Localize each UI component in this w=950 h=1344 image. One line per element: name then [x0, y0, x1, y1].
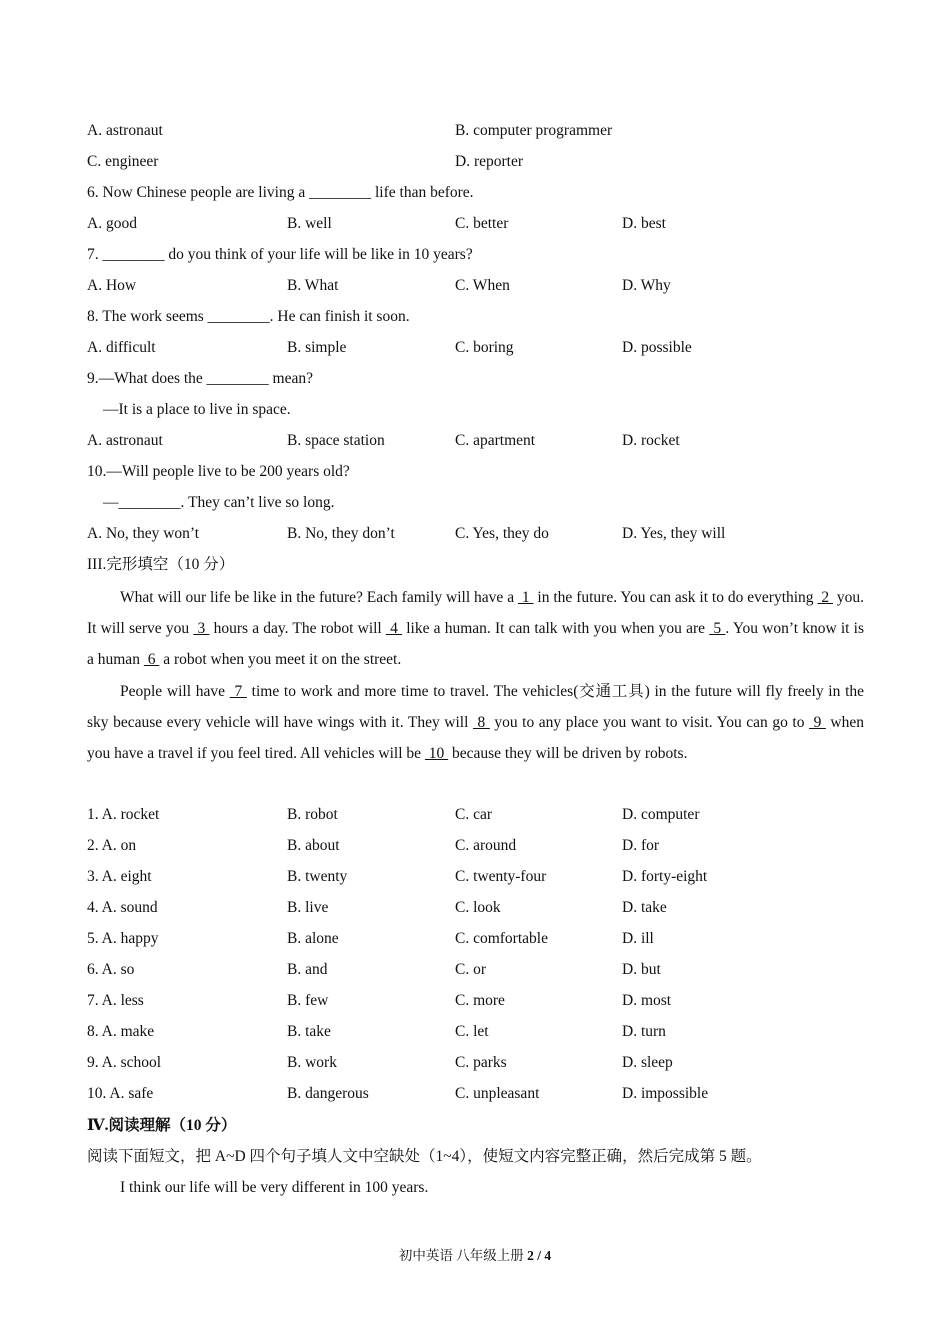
- option-c: C. more: [455, 992, 505, 1009]
- reading-first-line: I think our life will be very different in 100 years.: [120, 1179, 429, 1196]
- option-d: D. possible: [622, 339, 692, 356]
- option-d: D. but: [622, 961, 661, 978]
- option-d: D. rocket: [622, 432, 680, 449]
- option-b: B. about: [287, 837, 340, 854]
- option-b: B. simple: [287, 339, 347, 356]
- question-stem: 7. ________ do you think of your life will be like in 10 years?: [87, 246, 473, 263]
- option-c: C. let: [455, 1023, 489, 1040]
- option-a: 7. A. less: [87, 992, 144, 1009]
- option-a: A. No, they won’t: [87, 525, 200, 542]
- option-a: 8. A. make: [87, 1023, 155, 1040]
- option-d: D. impossible: [622, 1085, 709, 1102]
- option-a: A. good: [87, 215, 137, 232]
- cloze-blank: 10: [424, 745, 449, 762]
- passage-text: when you have a travel if you feel tired. All vehicles will be: [87, 714, 865, 762]
- passage-text: because they will be driven by robots.: [448, 745, 688, 762]
- option-a: 6. A. so: [87, 961, 135, 978]
- cloze-blank: 8: [472, 714, 490, 731]
- cloze-blank: 3: [193, 620, 210, 637]
- option-c: C. look: [455, 899, 501, 916]
- option-b: B. alone: [287, 930, 339, 947]
- option-a: 4. A. sound: [87, 899, 158, 916]
- option-b: B. dangerous: [287, 1085, 369, 1102]
- passage-text: you to any place you want to visit. You can go to: [489, 714, 810, 731]
- passage-text: a robot when you meet it on the street.: [159, 651, 402, 668]
- option-a: A. How: [87, 277, 137, 294]
- passage-text: in the future. You can ask it to do everything: [533, 589, 818, 606]
- option-b: B. take: [287, 1023, 331, 1040]
- option-a: A. difficult: [87, 339, 156, 356]
- option-d: D. ill: [622, 930, 654, 947]
- option-b: B. and: [287, 961, 328, 978]
- cloze-blank: 1: [517, 589, 534, 606]
- passage-text: like a human. It can talk with you when you are: [402, 620, 710, 637]
- passage-text: People will have: [120, 683, 230, 700]
- section-title: III.完形填空（10 分）: [87, 556, 235, 573]
- option-d: D. for: [622, 837, 660, 854]
- cloze-blank: 5: [709, 620, 726, 637]
- cloze-blank: 4: [385, 620, 403, 637]
- option-a: 10. A. safe: [87, 1085, 154, 1102]
- question-stem: 10.—Will people live to be 200 years old?: [87, 463, 350, 480]
- option-a: 2. A. on: [87, 837, 137, 854]
- option-d: D. most: [622, 992, 672, 1009]
- option-d: D. Yes, they will: [622, 525, 726, 542]
- option-a: 9. A. school: [87, 1054, 162, 1071]
- passage-text: time to work and more time to travel. The vehicles(交通工具) in the future will fly freely in the sky because every vehicle will have wings with it. They will: [87, 683, 865, 731]
- footer-label: 初中英语 八年级上册: [398, 1248, 528, 1263]
- option-b: B. No, they don’t: [287, 525, 395, 542]
- option-c: C. unpleasant: [455, 1085, 540, 1102]
- option-d: D. best: [622, 215, 666, 232]
- option-c: C. twenty-four: [455, 868, 547, 885]
- option-b: B. live: [287, 899, 329, 916]
- option-b: B. space station: [287, 432, 385, 449]
- option-c: C. apartment: [455, 432, 536, 449]
- cloze-blank: 9: [809, 714, 826, 731]
- option-c: C. engineer: [87, 153, 159, 170]
- option-d: D. sleep: [622, 1054, 673, 1071]
- option-a: 5. A. happy: [87, 930, 159, 947]
- page-footer: [0, 1246, 950, 1266]
- question-stem: 8. The work seems ________. He can finish it soon.: [87, 308, 410, 325]
- option-b: B. What: [287, 277, 339, 294]
- option-d: D. computer: [622, 806, 700, 823]
- passage-text: What will our life be like in the future? Each family will have a: [120, 589, 518, 606]
- option-b: B. robot: [287, 806, 338, 823]
- cloze-blank: 2: [817, 589, 833, 606]
- dialogue-answer: —It is a place to live in space.: [103, 401, 291, 418]
- option-b: B. work: [287, 1054, 337, 1071]
- option-d: D. turn: [622, 1023, 666, 1040]
- option-c: C. When: [455, 277, 510, 294]
- page-number: 2 / 4: [527, 1248, 552, 1263]
- option-c: C. better: [455, 215, 509, 232]
- option-a: A. astronaut: [87, 432, 163, 449]
- option-c: C. Yes, they do: [455, 525, 549, 542]
- cloze-paragraph: [87, 582, 864, 675]
- question-stem: 6. Now Chinese people are living a ________ life than before.: [87, 184, 474, 201]
- passage-text: you. It will serve you: [87, 589, 865, 637]
- option-d: D. reporter: [455, 153, 523, 170]
- passage-text: . You won’t know it is a human: [87, 620, 864, 668]
- option-c: C. car: [455, 806, 493, 823]
- option-b: B. twenty: [287, 868, 348, 885]
- option-d: D. Why: [622, 277, 671, 294]
- cloze-blank: 6: [143, 651, 160, 668]
- section-instruction: 阅读下面短文，把 A~D 四个句子填人文中空缺处（1~4），使短文内容完整正确，然后完成第 5 题。: [87, 1148, 762, 1165]
- option-a: A. astronaut: [87, 122, 163, 139]
- option-b: B. well: [287, 215, 332, 232]
- option-b: B. few: [287, 992, 329, 1009]
- option-c: C. around: [455, 837, 517, 854]
- option-b: B. computer programmer: [455, 122, 613, 139]
- option-d: D. take: [622, 899, 667, 916]
- option-c: C. comfortable: [455, 930, 548, 947]
- option-a: 1. A. rocket: [87, 806, 160, 823]
- cloze-paragraph: [87, 676, 864, 769]
- section-title: Ⅳ.阅读理解（10 分）: [87, 1117, 237, 1134]
- dialogue-answer: —________. They can’t live so long.: [103, 494, 335, 511]
- option-a: 3. A. eight: [87, 868, 152, 885]
- option-c: C. boring: [455, 339, 514, 356]
- cloze-blank: 7: [229, 683, 247, 700]
- option-d: D. forty-eight: [622, 868, 708, 885]
- question-stem: 9.—What does the ________ mean?: [87, 370, 313, 387]
- option-c: C. parks: [455, 1054, 507, 1071]
- option-c: C. or: [455, 961, 486, 978]
- passage-text: hours a day. The robot will: [209, 620, 386, 637]
